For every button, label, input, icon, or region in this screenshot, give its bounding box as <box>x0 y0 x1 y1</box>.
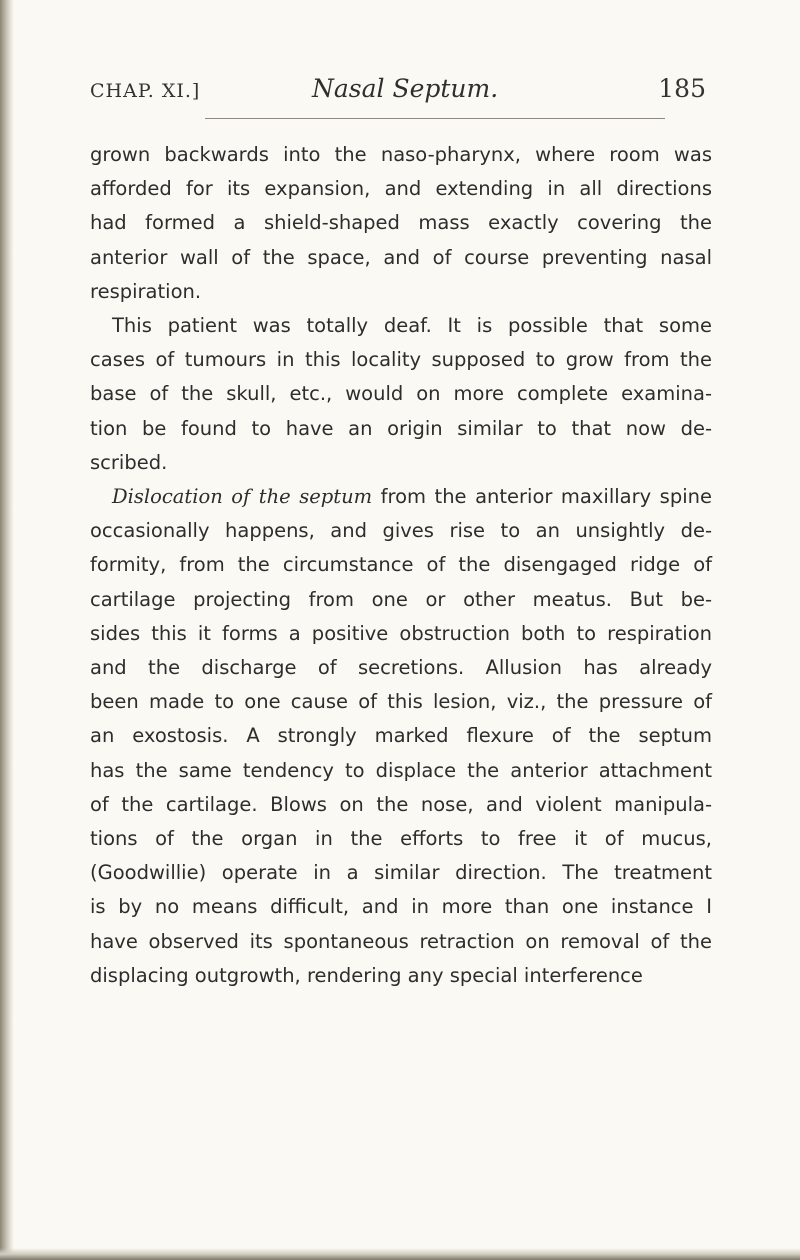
text-line: cartilage projecting from one or other meatus. But be- <box>90 587 712 611</box>
header-rule <box>205 118 665 119</box>
page-number: 185 <box>658 74 706 103</box>
text-line: has the same tendency to displace the anterior attachment <box>90 758 712 782</box>
text-line: displacing outgrowth, rendering any special interference <box>90 963 643 987</box>
text-line: had formed a shield-shaped mass exactly covering the <box>90 211 712 235</box>
text-line: respiration. <box>90 279 202 303</box>
text-line: This patient was totally deaf. It is possible that some <box>112 314 712 338</box>
text-line-with-term <box>90 480 712 514</box>
italic-term: Dislocation of the septum <box>112 485 373 509</box>
text-line: of the cartilage. Blows on the nose, and violent manipula- <box>90 792 712 816</box>
text-line: anterior wall of the space, and of course preventing nasal <box>90 245 712 269</box>
text-line: is by no means difficult, and in more than one instance I <box>90 895 712 919</box>
text-line: afforded for its expansion, and extending in all directions <box>90 177 712 201</box>
text-fragment: from the anterior maxillary spine <box>372 485 712 509</box>
text-line: grown backwards into the naso-pharynx, where room was <box>90 143 712 166</box>
text-line: scribed. <box>90 450 168 474</box>
running-head <box>90 72 712 112</box>
text-line: sides this it forms a positive obstruction both to respiration <box>90 621 712 645</box>
paragraph-1 <box>90 138 712 309</box>
text-line: base of the skull, etc., would on more complete examina- <box>90 382 712 406</box>
paragraph-2 <box>90 309 712 480</box>
text-line: an exostosis. A strongly marked flexure of the septum <box>90 724 712 748</box>
text-line: been made to one cause of this lesion, viz., the pressure of <box>90 690 712 714</box>
text-line: cases of tumours in this locality supposed to grow from the <box>90 348 712 372</box>
body-text <box>90 138 712 993</box>
text-line: tion be found to have an origin similar to that now de- <box>90 416 712 440</box>
text-line: and the discharge of secretions. Allusion has already <box>90 656 712 680</box>
paragraph-3 <box>90 480 712 993</box>
text-line: have observed its spontaneous retraction on removal of the <box>90 929 712 953</box>
text-line: occasionally happens, and gives rise to an unsightly de- <box>90 519 712 543</box>
text-line: (Goodwillie) operate in a similar direction. The treatment <box>90 861 712 885</box>
page-title: Nasal Septum. <box>312 74 499 103</box>
text-line: tions of the organ in the efforts to free it of mucus, <box>90 827 712 851</box>
page-bottom-edge <box>0 1248 800 1260</box>
chapter-label: CHAP. XI.] <box>90 80 201 102</box>
binding-shadow <box>0 0 14 1260</box>
text-line: formity, from the circumstance of the disengaged ridge of <box>90 553 712 577</box>
